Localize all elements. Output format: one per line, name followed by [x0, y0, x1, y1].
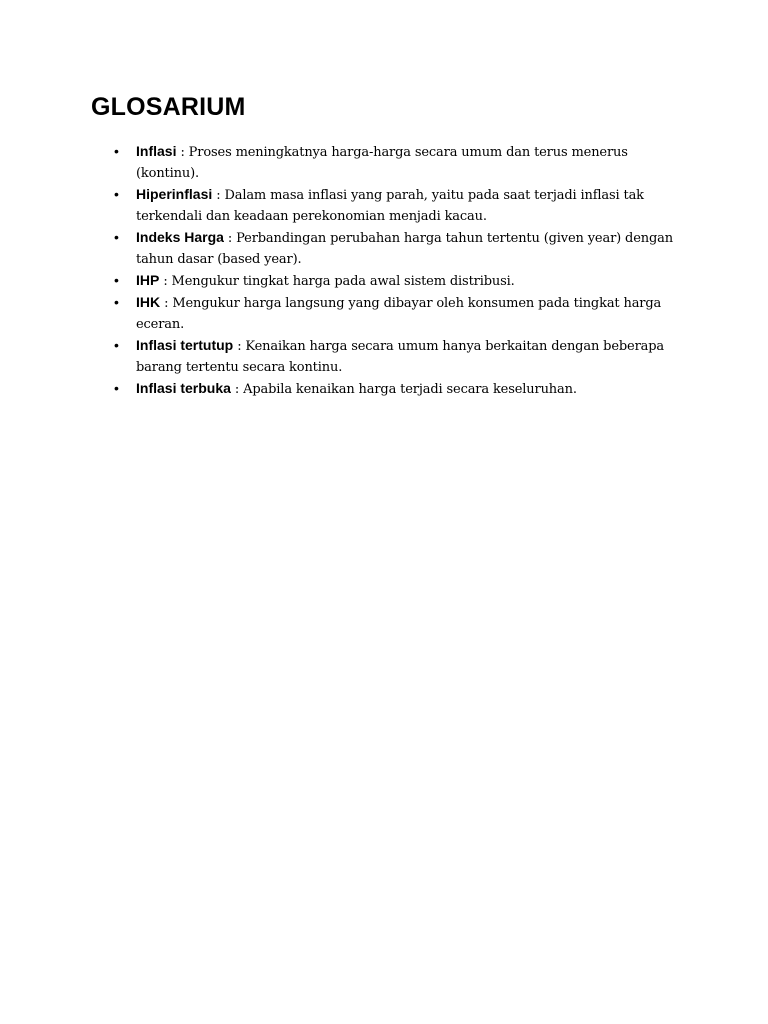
bullet-icon: • — [114, 380, 119, 396]
glossary-term: Hiperinflasi — [136, 186, 213, 202]
page-title: GLOSARIUM — [91, 93, 246, 121]
bullet-icon: • — [114, 272, 119, 288]
glossary-definition: : Proses meningkatnya harga-harga secara umum dan terus menerus (kontinu). — [136, 145, 628, 181]
glossary-definition: : Perbandingan perubahan harga tahun tertentu (given year) dengan tahun dasar (based year). — [136, 231, 673, 267]
glossary-term: IHP — [136, 272, 160, 288]
glossary-term: Inflasi tertutup — [136, 337, 234, 353]
glossary-definition: : Kenaikan harga secara umum hanya berkaitan dengan beberapa barang tertentu secara kontinu. — [136, 339, 665, 375]
bullet-icon: • — [114, 294, 119, 310]
glossary-item — [114, 378, 676, 400]
glossary-item — [114, 227, 676, 270]
glossary-term: Indeks Harga — [136, 229, 224, 245]
bullet-icon: • — [114, 143, 119, 159]
glossary-item — [114, 141, 676, 184]
glossary-item — [114, 292, 676, 335]
glossary-item — [114, 270, 676, 292]
glossary-term: Inflasi terbuka — [136, 380, 231, 396]
glossary-definition: : Apabila kenaikan harga terjadi secara keseluruhan. — [230, 382, 577, 397]
glossary-definition: : Mengukur tingkat harga pada awal sistem distribusi. — [159, 274, 515, 289]
bullet-icon: • — [114, 337, 119, 353]
glossary-term: IHK — [136, 294, 161, 310]
glossary-list — [114, 141, 676, 400]
bullet-icon: • — [114, 229, 119, 245]
glossary-item — [114, 184, 676, 227]
glossary-definition: : Dalam masa inflasi yang parah, yaitu pada saat terjadi inflasi tak terkendali dan keadaan perekonomian menjadi kacau. — [136, 188, 644, 224]
glossary-term: Inflasi — [136, 143, 177, 159]
glossary-definition: : Mengukur harga langsung yang dibayar oleh konsumen pada tingkat harga eceran. — [136, 296, 662, 332]
bullet-icon: • — [114, 186, 119, 202]
glossary-item — [114, 335, 676, 378]
